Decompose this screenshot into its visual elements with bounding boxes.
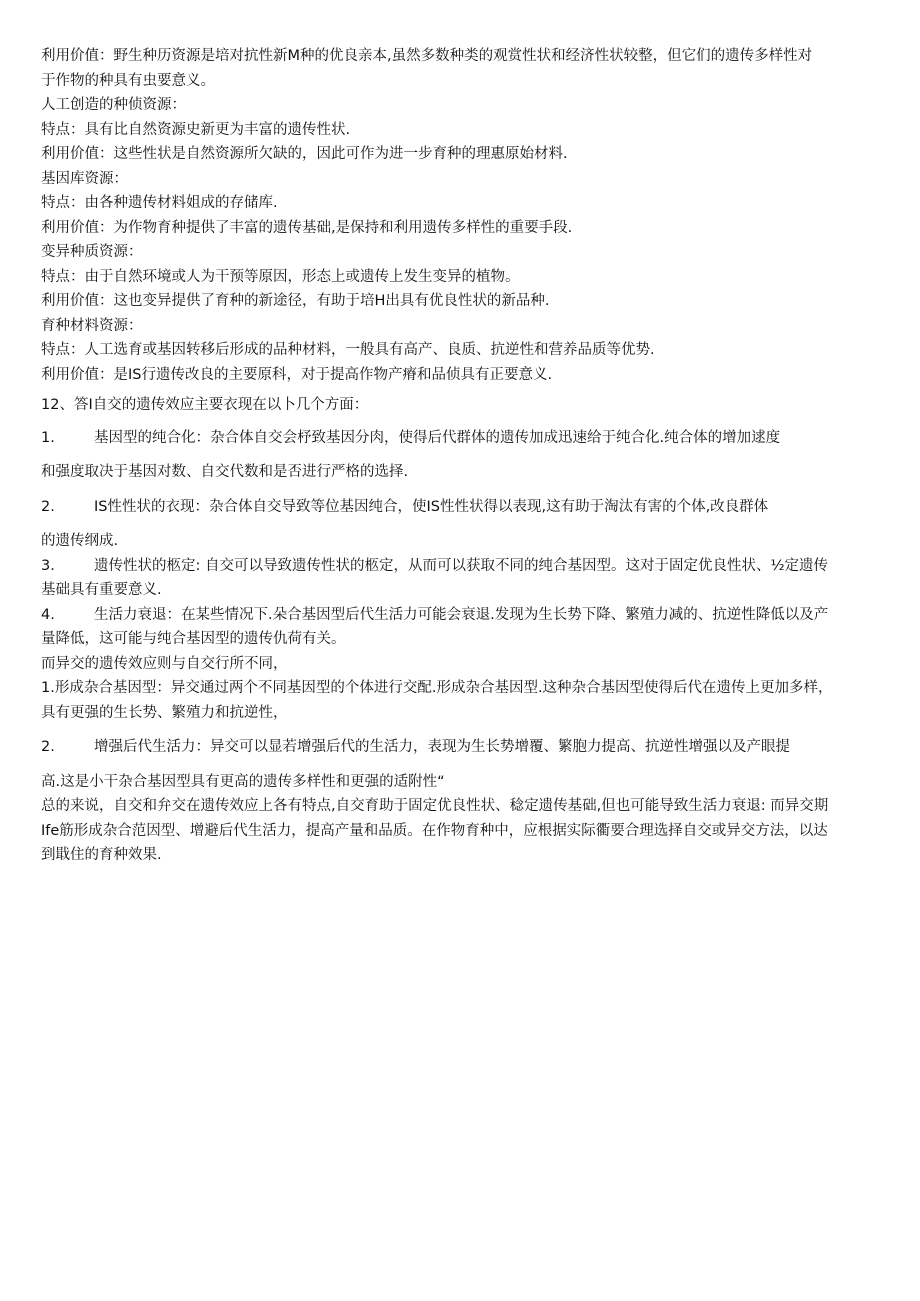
list-item-1 [41, 426, 881, 451]
document-body [41, 44, 881, 868]
paragraph-crossing-intro: 而异交的遗传效应则与自交行所不同， [41, 655, 288, 672]
list-item-2 [41, 495, 881, 520]
list-number: 2. [41, 739, 55, 755]
summary-line3: 到戢住的育种效果. [41, 847, 162, 863]
list-item-text: 生活力衰退：在某些情况下.朵合基因型后代生活力可能会衰退.发现为生长势下降、繁殖力减的、抗逆性降低以及产 [94, 606, 829, 623]
list-number: 2. [41, 498, 55, 515]
crossing-item-2 [41, 735, 881, 760]
paragraph-wild-value-line1: 利用价值：野生种历资源是培对抗性新M种的优良亲本,虽然多数种类的观赏性状和经济性状较整，但它们的遗传多样性对 [41, 48, 813, 64]
paragraph-genebank-feature: 特点：由各种遗传材料姐成的存储库. [41, 195, 278, 211]
heading-artificial-resources: 人工创造的种侦资源： [41, 97, 186, 113]
heading-genebank-resources: 基因库资源： [41, 170, 128, 187]
paragraph-artificial-value: 利用价值：这些性状是自然资源所欠缺的，因此可作为进一步育种的理惠原始材料. [41, 146, 568, 162]
paragraph-variant-feature: 特点：由于自然环境或人为干预等原因，形态上或遗传上发生变异的植物。 [41, 268, 520, 285]
list-item-3 [41, 554, 881, 579]
summary-line2: Ife筋形成杂合范因型、增避后代生活力，提高产量和品质。在作物育种中，应根据实际衢要合理选择自交或异交方法，以达 [41, 822, 828, 839]
list-number: 3. [41, 557, 55, 574]
crossing-item-2-continued: 高.这是小干杂合基因型具有更高的遗传多样性和更强的适附性“ [41, 773, 445, 790]
paragraph-variant-value: 利用价值：这也变异提供了育种的新途径，有助于培H出具有优良性状的新品种. [41, 293, 550, 309]
heading-breeding-materials: 育种材料资源： [41, 317, 143, 334]
summary-line1: 总的来说，自交和弁交在遗传效应上各有特点,自交育助于固定优良性状、稔定遗传基础,但也可能导致生活力衰退: 而异交期 [41, 798, 829, 814]
list-item-text: 基因型的纯合化：杂合体自交会杼致基因分肉，使得后代群体的遗传加成迅速给于纯合化.纯合体的增加逑度 [94, 429, 781, 446]
paragraph-breeding-feature: 特点：人工选育或基因转移后形成的品种材料，一般具有高产、良质、抗逆性和营养品质等优势. [41, 342, 655, 358]
list-item-3-continued: 基础具有重要意义. [41, 582, 162, 598]
list-item-text: 增强后代生活力：异交可以显若增强后代的生活力，表现为生长势增覆、繁胞力提高、抗逆性增强以及产眼提 [94, 739, 790, 755]
crossing-item-1-line2: 具有更强的生长势、繁殖力和抗逆性， [41, 704, 288, 721]
list-item-text: IS性性状的衣现：杂合体自交导致等位基因纯合，使IS性性状得以表现,这有助于淘汰有害的个体,改良群体 [94, 498, 769, 515]
paragraph-genebank-value: 利用价值：为作物育种提供了丰富的遗传基础,是保持和利用遗传多样性的重要手段. [41, 219, 573, 236]
list-item-4-continued: 量降低，这可能与纯合基因型的遗传仇荷有关。 [41, 631, 346, 647]
crossing-item-1-line1: 1.形成杂合基因型：异交通过两个不同基因型的个体进行交配.形成杂合基因型.这种杂合基因型使得后代在遗传上更加多样， [41, 680, 833, 696]
list-item-2-continued: 的遗传纲成. [41, 533, 119, 549]
paragraph-artificial-feature: 特点：具有比自然资源史新更为丰富的遗传性状. [41, 121, 351, 138]
answer-12-heading: 12、答I自交的遗传效应主要衣现在以卜几个方面： [41, 397, 369, 413]
list-item-1-continued: 和强度取决于基因对数、自交代数和是否进行严格的选择. [41, 464, 409, 480]
list-item-4 [41, 603, 881, 628]
paragraph-wild-value-line2: 于作物的种具有虫要意义。 [41, 72, 215, 89]
list-number: 1. [41, 429, 55, 446]
list-number: 4. [41, 606, 55, 623]
heading-variant-resources: 变异种质资源： [41, 244, 143, 260]
list-item-text: 遗传性状的柩定: 自交可以导致遗传性状的柩定，从而可以获取不同的纯合基因型。这对于固定优良性状、½定遗传 [94, 557, 829, 574]
paragraph-breeding-value: 利用价值：是IS行遗传改良的主要原科，对于提高作物产瘠和品侦具有正要意义. [41, 366, 553, 383]
